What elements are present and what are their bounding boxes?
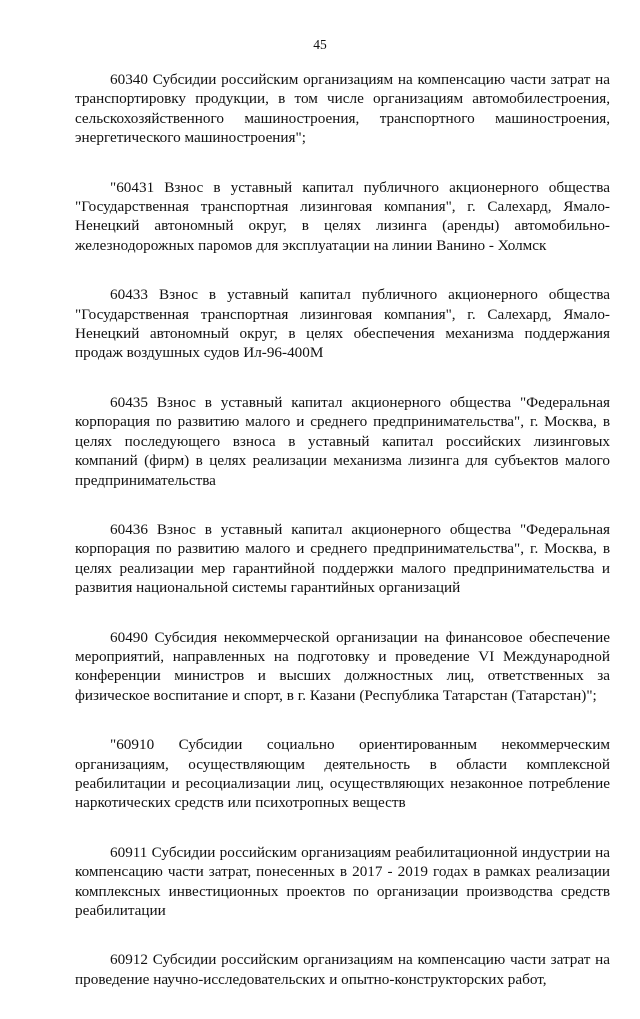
paragraph-60431: "60431 Взнос в уставный капитал публичного акционерного общества "Государственная транспортная лизинговая компания", г. Салехард, Ямало-Ненецкий автономный округ, в целях лизинга (аренды) автомобильно-железнодорожных паромов для эксплуатации на линии Ванино - Холмск	[75, 178, 610, 254]
paragraph-60912: 60912 Субсидии российским организациям на компенсацию части затрат на проведение научно-исследовательских и опытно-конструкторских работ,	[75, 951, 610, 988]
paragraph-60911: 60911 Субсидии российским организациям реабилитационной индустрии на компенсацию части затрат, понесенных в 2017 - 2019 годах в рамках реализации комплексных инвестиционных проектов по организации производства средств реабилитации	[75, 843, 610, 919]
document-body	[75, 70, 610, 1019]
paragraph-60910: "60910 Субсидии социально ориентированным некоммерческим организациям, осуществляющим деятельность в области комплексной реабилитации и ресоциализации лиц, осуществляющих незаконное потребление наркотических средств или психотропных веществ	[75, 736, 610, 812]
page-number: 45	[313, 37, 327, 52]
paragraph-60433: 60433 Взнос в уставный капитал публичного акционерного общества "Государственная транспортная лизинговая компания", г. Салехард, Ямало-Ненецкий автономный округ, в целях обеспечения механизма поддержания продаж воздушных судов Ил-96-400М	[75, 286, 610, 362]
paragraph-60340: 60340 Субсидии российским организациям на компенсацию части затрат на транспортировку продукции, в том числе организациям автомобилестроения, сельскохозяйственного машиностроения, транспортного машиностроения, энергетического машиностроения";	[75, 71, 610, 147]
paragraph-60490: 60490 Субсидия некоммерческой организации на финансовое обеспечение мероприятий, направленных на подготовку и проведение VI Международной конференции министров и высших должностных лиц, ответственных за физическое воспитание и спорт, в г. Казани (Республика Татарстан (Татарстан)";	[75, 628, 610, 704]
paragraph-60435: 60435 Взнос в уставный капитал акционерного общества "Федеральная корпорация по развитию малого и среднего предпринимательства", г. Москва, в целях последующего взноса в уставный капитал российских лизинговых компаний (фирм) в целях реализации механизма лизинга для субъектов малого предпринимательства	[75, 393, 610, 489]
paragraph-60436: 60436 Взнос в уставный капитал акционерного общества "Федеральная корпорация по развитию малого и среднего предпринимательства", г. Москва, в целях реализации мер гарантийной поддержки малого предпринимательства и развития национальной системы гарантийных организаций	[75, 520, 610, 597]
